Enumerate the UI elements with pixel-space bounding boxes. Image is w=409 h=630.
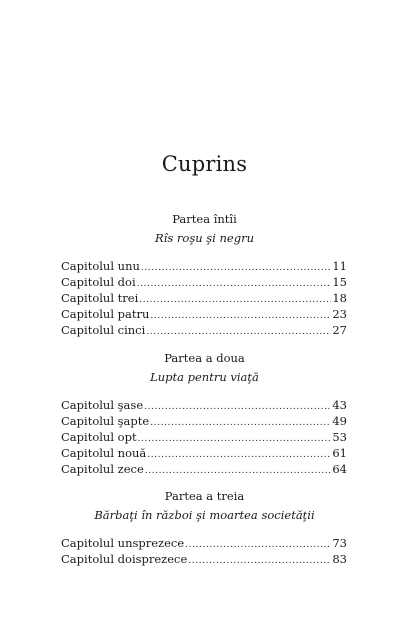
dot-leader (145, 463, 332, 479)
chapter-page-number: 15 (332, 275, 347, 289)
chapter-page-number: 73 (332, 536, 347, 550)
toc-entry[interactable] (61, 258, 347, 274)
chapter-page-number: 64 (332, 462, 347, 476)
chapter-page-number: 49 (332, 414, 347, 428)
toc-entry[interactable] (61, 429, 347, 445)
dot-leader (188, 553, 331, 569)
toc-entry[interactable] (61, 445, 347, 461)
chapter-page-number: 23 (332, 307, 347, 321)
dot-leader (147, 447, 331, 463)
page-title: Cuprins (161, 152, 248, 176)
chapter-page-number: 11 (332, 259, 347, 273)
dot-leader (144, 399, 331, 415)
part-subtitle: Lupta pentru viaţă (150, 370, 259, 384)
chapter-list (61, 535, 347, 567)
toc-entry[interactable] (61, 290, 347, 306)
chapter-list (61, 397, 347, 477)
toc-entry[interactable] (61, 306, 347, 322)
chapter-page-number: 27 (332, 323, 347, 337)
chapter-label: Capitolul doisprezece (61, 552, 188, 566)
chapter-label: Capitolul şase (61, 398, 144, 412)
dot-leader (185, 537, 331, 553)
dot-leader (150, 308, 331, 324)
chapter-page-number: 83 (332, 552, 347, 566)
chapter-page-number: 43 (332, 398, 347, 412)
toc-entry[interactable] (61, 535, 347, 551)
chapter-list (61, 258, 347, 338)
part-title: Partea a treia (164, 489, 245, 503)
part-title: Partea întîi (172, 212, 237, 226)
part-subtitle: Bărbaţi în război şi moartea societăţii (94, 508, 315, 522)
toc-entry[interactable] (61, 413, 347, 429)
chapter-label: Capitolul unsprezece (61, 536, 185, 550)
toc-entry[interactable] (61, 322, 347, 338)
chapter-label: Capitolul patru (61, 307, 150, 321)
chapter-page-number: 18 (332, 291, 347, 305)
toc-entry[interactable] (61, 461, 347, 477)
dot-leader (137, 276, 332, 292)
part-section (0, 351, 409, 477)
chapter-label: Capitolul nouă (61, 446, 147, 460)
part-subtitle: Rîs roşu şi negru (155, 231, 254, 245)
dot-leader (150, 415, 331, 431)
chapter-label: Capitolul cinci (61, 323, 146, 337)
toc-entry[interactable] (61, 551, 347, 567)
chapter-label: Capitolul opt (61, 430, 137, 444)
chapter-label: Capitolul trei (61, 291, 139, 305)
part-section (0, 489, 409, 567)
chapter-label: Capitolul doi (61, 275, 136, 289)
chapter-label: Capitolul şapte (61, 414, 150, 428)
chapter-page-number: 61 (332, 446, 347, 460)
dot-leader (138, 431, 332, 447)
chapter-page-number: 53 (332, 430, 347, 444)
dot-leader (139, 292, 331, 308)
part-section (0, 212, 409, 338)
toc-entry[interactable] (61, 397, 347, 413)
chapter-label: Capitolul zece (61, 462, 144, 476)
dot-leader (146, 324, 331, 340)
toc-entry[interactable] (61, 274, 347, 290)
part-title: Partea a doua (164, 351, 245, 365)
chapter-label: Capitolul unu (61, 259, 140, 273)
dot-leader (141, 260, 331, 276)
